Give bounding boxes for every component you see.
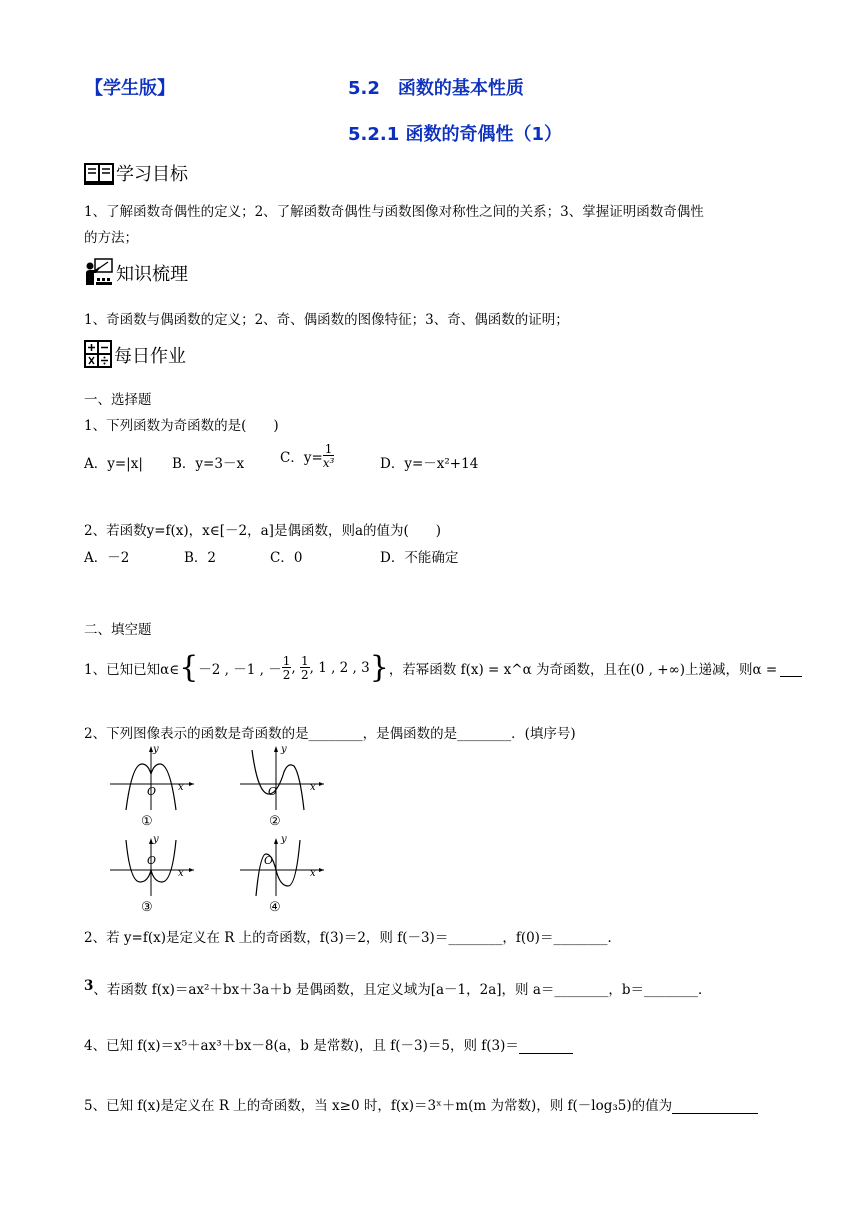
graph-1-origin-label: O xyxy=(147,785,157,798)
graph-4-x-label: x xyxy=(310,868,316,879)
goals-text-line2: 的方法； xyxy=(84,230,138,246)
graph-3-y-label: y xyxy=(153,834,159,845)
page-subtitle: 5.2.1 函数的奇偶性（1） xyxy=(348,124,563,145)
fraction-numerator: 1 xyxy=(300,654,309,668)
calculator-icon xyxy=(84,340,112,368)
q2-option-c: C．0 xyxy=(270,550,303,566)
fraction xyxy=(282,655,292,681)
graph-2-x-label: x xyxy=(310,782,316,793)
q1-option-d: D．y=－x²+14 xyxy=(380,456,479,472)
graph-2-number: ② xyxy=(269,814,281,829)
goals-text-line1: 1、了解函数奇偶性的定义；2、了解函数奇偶性与函数图像对称性之间的关系；3、掌握证明函数奇偶性 xyxy=(84,204,704,220)
fill-q2-stem: 2、下列图像表示的函数是奇函数的是________，是偶函数的是________．(填序号) xyxy=(84,726,576,742)
fill-q3: 2、若 y=f(x)是定义在 R 上的奇函数，f(3)＝2，则 f(－3)＝________，f(0)＝________． xyxy=(84,930,621,946)
section-goals-header xyxy=(84,160,188,186)
graph-1-x-label: x xyxy=(178,782,184,793)
teacher-icon xyxy=(84,258,114,286)
q2-option-b: B．2 xyxy=(184,550,217,566)
fill-q4-text: 、若函数 f(x)＝ax²＋bx＋3a＋b 是偶函数，且定义域为[a－1，2a]，则 a＝________，b＝________． xyxy=(93,982,712,998)
graph-2-y-label: y xyxy=(281,744,287,755)
knowledge-text: 1、奇函数与偶函数的定义；2、奇、偶函数的图像特征；3、奇、偶函数的证明； xyxy=(84,312,569,328)
graphs-grid xyxy=(104,744,334,914)
fraction xyxy=(300,655,310,681)
q2-option-d: D．不能确定 xyxy=(380,550,459,566)
fraction-denominator: 2 xyxy=(282,668,291,682)
fill-q6 xyxy=(84,1094,758,1114)
fill-q5 xyxy=(84,1034,573,1054)
part2-heading: 二、填空题 xyxy=(84,622,152,638)
q1-option-c-prefix: C．y= xyxy=(280,450,323,466)
answer-blank[interactable] xyxy=(780,660,802,677)
graph-1-y-label: y xyxy=(153,744,159,755)
fill-q1-set-end: , 1 , 2 , 3 xyxy=(309,660,370,676)
fill-q1-set-start: －2 , －1 , － xyxy=(198,662,282,678)
fraction-numerator: 1 xyxy=(324,442,333,456)
section-knowledge-header xyxy=(84,258,188,286)
graph-4-origin-label: O xyxy=(264,854,274,867)
answer-blank[interactable] xyxy=(519,1034,573,1054)
graph-3 xyxy=(108,836,200,898)
q2-stem: 2、若函数y=f(x)，x∈[－2，a]是偶函数，则a的值为( ) xyxy=(84,523,442,539)
graph-3-x-label: x xyxy=(178,868,184,879)
graph-4-y-label: y xyxy=(281,834,287,845)
graph-3-origin-label: O xyxy=(147,854,157,867)
fill-q5-text: 4、已知 f(x)＝x⁵＋ax³＋bx－8(a，b 是常数)，且 f(－3)＝5，则 f(3)＝ xyxy=(84,1038,519,1054)
graph-2-origin-label: O xyxy=(268,785,278,798)
fill-q1: 1、已知已知α∈ { －2 , －1 , － $\frac{1}{2}$ , $\frac{1}{2}$ , 1 , 2 , 3 } ，若幂函数 f(x) = x^α 为奇函数，且在(0 , +∞)上递减，则α = xyxy=(84,648,802,688)
fraction xyxy=(323,443,335,469)
section-goals-title: 学习目标 xyxy=(116,164,188,185)
student-version-badge: 【学生版】 xyxy=(85,78,175,99)
section-knowledge-title: 知识梳理 xyxy=(116,264,188,285)
fraction-denominator: x³ xyxy=(322,456,335,470)
q1-option-c xyxy=(280,443,334,469)
answer-blank[interactable] xyxy=(672,1094,758,1114)
q1-option-b: B．y=3－x xyxy=(172,456,245,472)
graph-1-number: ① xyxy=(141,814,153,829)
section-homework-title: 每日作业 xyxy=(114,346,186,367)
q2-option-a: A．－2 xyxy=(84,550,130,566)
fill-q1-prefix: 1、已知已知α∈ xyxy=(84,662,180,678)
graph-4 xyxy=(238,836,330,898)
fill-q4-number: 3 xyxy=(84,978,94,994)
fraction-denominator: 2 xyxy=(300,668,309,682)
graph-3-number: ③ xyxy=(141,900,153,915)
section-homework-header xyxy=(84,340,186,368)
q1-stem: 1、下列函数为奇函数的是( ) xyxy=(84,418,279,434)
left-brace: { xyxy=(179,650,199,685)
book-icon xyxy=(84,162,114,186)
graph-4-number: ④ xyxy=(269,900,281,915)
fill-q4 xyxy=(84,978,712,998)
q1-option-a: A．y=|x| xyxy=(84,456,143,472)
fraction-numerator: 1 xyxy=(282,654,291,668)
fill-q6-text: 5、已知 f(x)是定义在 R 上的奇函数，当 x≥0 时，f(x)＝3ˣ＋m(m 为常数)，则 f(－log₃5)的值为 xyxy=(84,1098,673,1114)
right-brace: } xyxy=(369,650,389,685)
page-title: 5.2 函数的基本性质 xyxy=(348,78,524,99)
part1-heading: 一、选择题 xyxy=(84,392,152,408)
fill-q1-suffix: ，若幂函数 f(x) = x^α 为奇函数，且在(0 , +∞)上递减，则α = xyxy=(388,662,778,678)
